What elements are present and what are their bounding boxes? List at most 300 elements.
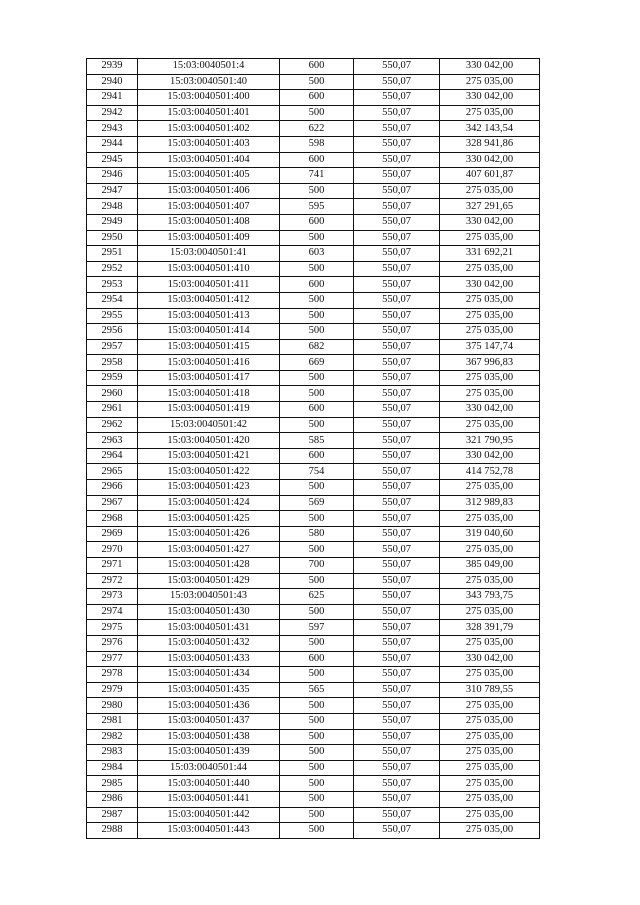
cadastral-value-cell: 275 035,00 xyxy=(440,667,540,683)
area-cell: 500 xyxy=(280,573,354,589)
area-cell: 500 xyxy=(280,324,354,340)
row-number-cell: 2942 xyxy=(87,105,138,121)
cadastral-value-cell: 275 035,00 xyxy=(440,542,540,558)
row-number-cell: 2954 xyxy=(87,292,138,308)
area-cell: 597 xyxy=(280,620,354,636)
cadastral-value-cell: 275 035,00 xyxy=(440,386,540,402)
specific-value-cell: 550,07 xyxy=(354,635,440,651)
specific-value-cell: 550,07 xyxy=(354,152,440,168)
cadastral-value-cell: 385 049,00 xyxy=(440,558,540,574)
specific-value-cell: 550,07 xyxy=(354,713,440,729)
row-number-cell: 2963 xyxy=(87,433,138,449)
cadastral-value-cell: 319 040,60 xyxy=(440,526,540,542)
specific-value-cell: 550,07 xyxy=(354,121,440,137)
specific-value-cell: 550,07 xyxy=(354,308,440,324)
cadastral-number-cell: 15:03:0040501:410 xyxy=(138,261,280,277)
cadastral-value-cell: 275 035,00 xyxy=(440,791,540,807)
cadastral-value-cell: 275 035,00 xyxy=(440,370,540,386)
area-cell: 595 xyxy=(280,199,354,215)
row-number-cell: 2986 xyxy=(87,791,138,807)
area-cell: 500 xyxy=(280,480,354,496)
specific-value-cell: 550,07 xyxy=(354,573,440,589)
table-row xyxy=(87,105,540,121)
area-cell: 500 xyxy=(280,823,354,839)
cadastral-value-cell: 275 035,00 xyxy=(440,573,540,589)
cadastral-value-table xyxy=(86,58,540,839)
table-row xyxy=(87,355,540,371)
cadastral-number-cell: 15:03:0040501:401 xyxy=(138,105,280,121)
row-number-cell: 2950 xyxy=(87,230,138,246)
cadastral-number-cell: 15:03:0040501:421 xyxy=(138,448,280,464)
table-row xyxy=(87,402,540,418)
cadastral-number-cell: 15:03:0040501:427 xyxy=(138,542,280,558)
cadastral-value-cell: 330 042,00 xyxy=(440,152,540,168)
row-number-cell: 2941 xyxy=(87,90,138,106)
table-row xyxy=(87,480,540,496)
cadastral-number-cell: 15:03:0040501:40 xyxy=(138,74,280,90)
cadastral-value-cell: 275 035,00 xyxy=(440,776,540,792)
cadastral-number-cell: 15:03:0040501:405 xyxy=(138,168,280,184)
table-row xyxy=(87,729,540,745)
cadastral-value-cell: 275 035,00 xyxy=(440,713,540,729)
area-cell: 700 xyxy=(280,558,354,574)
area-cell: 500 xyxy=(280,230,354,246)
specific-value-cell: 550,07 xyxy=(354,558,440,574)
row-number-cell: 2968 xyxy=(87,511,138,527)
cadastral-number-cell: 15:03:0040501:407 xyxy=(138,199,280,215)
cadastral-value-cell: 321 790,95 xyxy=(440,433,540,449)
area-cell: 585 xyxy=(280,433,354,449)
area-cell: 682 xyxy=(280,339,354,355)
table-row xyxy=(87,168,540,184)
cadastral-number-cell: 15:03:0040501:432 xyxy=(138,635,280,651)
cadastral-number-cell: 15:03:0040501:413 xyxy=(138,308,280,324)
cadastral-value-cell: 275 035,00 xyxy=(440,105,540,121)
specific-value-cell: 550,07 xyxy=(354,246,440,262)
specific-value-cell: 550,07 xyxy=(354,214,440,230)
area-cell: 500 xyxy=(280,604,354,620)
table-row xyxy=(87,573,540,589)
cadastral-value-cell: 275 035,00 xyxy=(440,604,540,620)
specific-value-cell: 550,07 xyxy=(354,433,440,449)
specific-value-cell: 550,07 xyxy=(354,542,440,558)
row-number-cell: 2945 xyxy=(87,152,138,168)
row-number-cell: 2964 xyxy=(87,448,138,464)
row-number-cell: 2969 xyxy=(87,526,138,542)
row-number-cell: 2977 xyxy=(87,651,138,667)
row-number-cell: 2961 xyxy=(87,402,138,418)
specific-value-cell: 550,07 xyxy=(354,776,440,792)
row-number-cell: 2956 xyxy=(87,324,138,340)
specific-value-cell: 550,07 xyxy=(354,355,440,371)
specific-value-cell: 550,07 xyxy=(354,823,440,839)
specific-value-cell: 550,07 xyxy=(354,464,440,480)
cadastral-number-cell: 15:03:0040501:439 xyxy=(138,745,280,761)
area-cell: 669 xyxy=(280,355,354,371)
cadastral-number-cell: 15:03:0040501:400 xyxy=(138,90,280,106)
specific-value-cell: 550,07 xyxy=(354,402,440,418)
area-cell: 500 xyxy=(280,729,354,745)
cadastral-value-cell: 275 035,00 xyxy=(440,74,540,90)
cadastral-number-cell: 15:03:0040501:418 xyxy=(138,386,280,402)
table-row xyxy=(87,74,540,90)
area-cell: 500 xyxy=(280,791,354,807)
row-number-cell: 2952 xyxy=(87,261,138,277)
area-cell: 500 xyxy=(280,370,354,386)
area-cell: 500 xyxy=(280,292,354,308)
table-row xyxy=(87,807,540,823)
specific-value-cell: 550,07 xyxy=(354,386,440,402)
cadastral-value-cell: 407 601,87 xyxy=(440,168,540,184)
table-row xyxy=(87,526,540,542)
cadastral-value-cell: 330 042,00 xyxy=(440,277,540,293)
area-cell: 500 xyxy=(280,308,354,324)
area-cell: 500 xyxy=(280,698,354,714)
cadastral-number-cell: 15:03:0040501:419 xyxy=(138,402,280,418)
table-row xyxy=(87,183,540,199)
table-row xyxy=(87,823,540,839)
cadastral-number-cell: 15:03:0040501:443 xyxy=(138,823,280,839)
row-number-cell: 2971 xyxy=(87,558,138,574)
row-number-cell: 2966 xyxy=(87,480,138,496)
area-cell: 500 xyxy=(280,667,354,683)
table-row xyxy=(87,308,540,324)
cadastral-value-cell: 330 042,00 xyxy=(440,402,540,418)
cadastral-number-cell: 15:03:0040501:437 xyxy=(138,713,280,729)
area-cell: 600 xyxy=(280,59,354,75)
cadastral-number-cell: 15:03:0040501:442 xyxy=(138,807,280,823)
area-cell: 600 xyxy=(280,402,354,418)
table-row xyxy=(87,59,540,75)
cadastral-number-cell: 15:03:0040501:424 xyxy=(138,495,280,511)
area-cell: 500 xyxy=(280,745,354,761)
table-row xyxy=(87,417,540,433)
specific-value-cell: 550,07 xyxy=(354,651,440,667)
cadastral-number-cell: 15:03:0040501:434 xyxy=(138,667,280,683)
specific-value-cell: 550,07 xyxy=(354,230,440,246)
area-cell: 754 xyxy=(280,464,354,480)
cadastral-value-cell: 414 752,78 xyxy=(440,464,540,480)
area-cell: 500 xyxy=(280,511,354,527)
specific-value-cell: 550,07 xyxy=(354,698,440,714)
table-row xyxy=(87,339,540,355)
table-row xyxy=(87,433,540,449)
cadastral-number-cell: 15:03:0040501:438 xyxy=(138,729,280,745)
specific-value-cell: 550,07 xyxy=(354,682,440,698)
area-cell: 565 xyxy=(280,682,354,698)
specific-value-cell: 550,07 xyxy=(354,292,440,308)
cadastral-value-cell: 342 143,54 xyxy=(440,121,540,137)
table-row xyxy=(87,152,540,168)
specific-value-cell: 550,07 xyxy=(354,620,440,636)
cadastral-number-cell: 15:03:0040501:44 xyxy=(138,760,280,776)
cadastral-number-cell: 15:03:0040501:42 xyxy=(138,417,280,433)
cadastral-number-cell: 15:03:0040501:409 xyxy=(138,230,280,246)
cadastral-value-cell: 275 035,00 xyxy=(440,417,540,433)
row-number-cell: 2973 xyxy=(87,589,138,605)
cadastral-number-cell: 15:03:0040501:433 xyxy=(138,651,280,667)
row-number-cell: 2985 xyxy=(87,776,138,792)
cadastral-value-cell: 330 042,00 xyxy=(440,214,540,230)
table-body xyxy=(87,59,540,839)
specific-value-cell: 550,07 xyxy=(354,417,440,433)
area-cell: 500 xyxy=(280,417,354,433)
area-cell: 600 xyxy=(280,90,354,106)
row-number-cell: 2982 xyxy=(87,729,138,745)
area-cell: 600 xyxy=(280,152,354,168)
table-row xyxy=(87,261,540,277)
row-number-cell: 2965 xyxy=(87,464,138,480)
area-cell: 500 xyxy=(280,261,354,277)
table-row xyxy=(87,495,540,511)
cadastral-number-cell: 15:03:0040501:404 xyxy=(138,152,280,168)
cadastral-number-cell: 15:03:0040501:436 xyxy=(138,698,280,714)
row-number-cell: 2984 xyxy=(87,760,138,776)
specific-value-cell: 550,07 xyxy=(354,760,440,776)
specific-value-cell: 550,07 xyxy=(354,526,440,542)
area-cell: 500 xyxy=(280,105,354,121)
cadastral-number-cell: 15:03:0040501:41 xyxy=(138,246,280,262)
cadastral-value-cell: 275 035,00 xyxy=(440,760,540,776)
row-number-cell: 2988 xyxy=(87,823,138,839)
table-row xyxy=(87,651,540,667)
cadastral-number-cell: 15:03:0040501:4 xyxy=(138,59,280,75)
table-row xyxy=(87,121,540,137)
specific-value-cell: 550,07 xyxy=(354,495,440,511)
cadastral-value-cell: 331 692,21 xyxy=(440,246,540,262)
row-number-cell: 2958 xyxy=(87,355,138,371)
cadastral-number-cell: 15:03:0040501:429 xyxy=(138,573,280,589)
cadastral-number-cell: 15:03:0040501:408 xyxy=(138,214,280,230)
area-cell: 500 xyxy=(280,74,354,90)
row-number-cell: 2978 xyxy=(87,667,138,683)
cadastral-value-cell: 275 035,00 xyxy=(440,635,540,651)
cadastral-value-cell: 328 391,79 xyxy=(440,620,540,636)
cadastral-value-cell: 328 941,86 xyxy=(440,136,540,152)
cadastral-number-cell: 15:03:0040501:420 xyxy=(138,433,280,449)
row-number-cell: 2949 xyxy=(87,214,138,230)
specific-value-cell: 550,07 xyxy=(354,807,440,823)
specific-value-cell: 550,07 xyxy=(354,261,440,277)
area-cell: 622 xyxy=(280,121,354,137)
table-row xyxy=(87,620,540,636)
cadastral-value-cell: 330 042,00 xyxy=(440,448,540,464)
specific-value-cell: 550,07 xyxy=(354,199,440,215)
row-number-cell: 2967 xyxy=(87,495,138,511)
row-number-cell: 2981 xyxy=(87,713,138,729)
specific-value-cell: 550,07 xyxy=(354,136,440,152)
specific-value-cell: 550,07 xyxy=(354,448,440,464)
row-number-cell: 2957 xyxy=(87,339,138,355)
row-number-cell: 2953 xyxy=(87,277,138,293)
specific-value-cell: 550,07 xyxy=(354,277,440,293)
area-cell: 500 xyxy=(280,386,354,402)
specific-value-cell: 550,07 xyxy=(354,667,440,683)
table-row xyxy=(87,698,540,714)
area-cell: 741 xyxy=(280,168,354,184)
cadastral-number-cell: 15:03:0040501:422 xyxy=(138,464,280,480)
specific-value-cell: 550,07 xyxy=(354,604,440,620)
specific-value-cell: 550,07 xyxy=(354,589,440,605)
specific-value-cell: 550,07 xyxy=(354,74,440,90)
area-cell: 500 xyxy=(280,760,354,776)
table-row xyxy=(87,90,540,106)
cadastral-number-cell: 15:03:0040501:441 xyxy=(138,791,280,807)
cadastral-value-cell: 310 789,55 xyxy=(440,682,540,698)
cadastral-number-cell: 15:03:0040501:431 xyxy=(138,620,280,636)
specific-value-cell: 550,07 xyxy=(354,168,440,184)
cadastral-value-cell: 275 035,00 xyxy=(440,480,540,496)
specific-value-cell: 550,07 xyxy=(354,791,440,807)
cadastral-number-cell: 15:03:0040501:425 xyxy=(138,511,280,527)
cadastral-value-cell: 330 042,00 xyxy=(440,651,540,667)
table-row xyxy=(87,713,540,729)
table-row xyxy=(87,230,540,246)
row-number-cell: 2976 xyxy=(87,635,138,651)
cadastral-number-cell: 15:03:0040501:417 xyxy=(138,370,280,386)
cadastral-value-cell: 275 035,00 xyxy=(440,807,540,823)
table-row xyxy=(87,292,540,308)
row-number-cell: 2960 xyxy=(87,386,138,402)
cadastral-value-cell: 275 035,00 xyxy=(440,745,540,761)
table-row xyxy=(87,791,540,807)
table-row xyxy=(87,448,540,464)
area-cell: 600 xyxy=(280,651,354,667)
cadastral-value-cell: 275 035,00 xyxy=(440,292,540,308)
cadastral-value-cell: 375 147,74 xyxy=(440,339,540,355)
table-row xyxy=(87,760,540,776)
cadastral-number-cell: 15:03:0040501:406 xyxy=(138,183,280,199)
cadastral-value-cell: 275 035,00 xyxy=(440,230,540,246)
table-row xyxy=(87,589,540,605)
row-number-cell: 2983 xyxy=(87,745,138,761)
table-row xyxy=(87,604,540,620)
cadastral-number-cell: 15:03:0040501:435 xyxy=(138,682,280,698)
specific-value-cell: 550,07 xyxy=(354,511,440,527)
cadastral-number-cell: 15:03:0040501:415 xyxy=(138,339,280,355)
table-row xyxy=(87,682,540,698)
area-cell: 500 xyxy=(280,807,354,823)
area-cell: 500 xyxy=(280,542,354,558)
table-row xyxy=(87,386,540,402)
area-cell: 500 xyxy=(280,713,354,729)
row-number-cell: 2944 xyxy=(87,136,138,152)
specific-value-cell: 550,07 xyxy=(354,90,440,106)
cadastral-number-cell: 15:03:0040501:440 xyxy=(138,776,280,792)
row-number-cell: 2947 xyxy=(87,183,138,199)
row-number-cell: 2962 xyxy=(87,417,138,433)
table-row xyxy=(87,635,540,651)
row-number-cell: 2979 xyxy=(87,682,138,698)
cadastral-value-cell: 275 035,00 xyxy=(440,183,540,199)
specific-value-cell: 550,07 xyxy=(354,339,440,355)
cadastral-value-cell: 275 035,00 xyxy=(440,261,540,277)
table-row xyxy=(87,246,540,262)
cadastral-number-cell: 15:03:0040501:402 xyxy=(138,121,280,137)
row-number-cell: 2975 xyxy=(87,620,138,636)
specific-value-cell: 550,07 xyxy=(354,324,440,340)
row-number-cell: 2948 xyxy=(87,199,138,215)
cadastral-value-cell: 327 291,65 xyxy=(440,199,540,215)
specific-value-cell: 550,07 xyxy=(354,480,440,496)
row-number-cell: 2974 xyxy=(87,604,138,620)
specific-value-cell: 550,07 xyxy=(354,183,440,199)
table-row xyxy=(87,277,540,293)
table-row xyxy=(87,214,540,230)
area-cell: 600 xyxy=(280,214,354,230)
cadastral-number-cell: 15:03:0040501:403 xyxy=(138,136,280,152)
cadastral-number-cell: 15:03:0040501:412 xyxy=(138,292,280,308)
row-number-cell: 2959 xyxy=(87,370,138,386)
cadastral-value-cell: 330 042,00 xyxy=(440,90,540,106)
specific-value-cell: 550,07 xyxy=(354,729,440,745)
cadastral-value-cell: 275 035,00 xyxy=(440,698,540,714)
cadastral-number-cell: 15:03:0040501:416 xyxy=(138,355,280,371)
table-row xyxy=(87,324,540,340)
cadastral-value-cell: 312 989,83 xyxy=(440,495,540,511)
area-cell: 500 xyxy=(280,183,354,199)
row-number-cell: 2940 xyxy=(87,74,138,90)
row-number-cell: 2972 xyxy=(87,573,138,589)
table-row xyxy=(87,667,540,683)
table-row xyxy=(87,136,540,152)
specific-value-cell: 550,07 xyxy=(354,105,440,121)
document-page xyxy=(86,58,540,839)
area-cell: 600 xyxy=(280,448,354,464)
row-number-cell: 2946 xyxy=(87,168,138,184)
cadastral-value-cell: 275 035,00 xyxy=(440,324,540,340)
row-number-cell: 2987 xyxy=(87,807,138,823)
cadastral-number-cell: 15:03:0040501:414 xyxy=(138,324,280,340)
specific-value-cell: 550,07 xyxy=(354,745,440,761)
cadastral-value-cell: 367 996,83 xyxy=(440,355,540,371)
table-row xyxy=(87,370,540,386)
specific-value-cell: 550,07 xyxy=(354,59,440,75)
row-number-cell: 2980 xyxy=(87,698,138,714)
row-number-cell: 2951 xyxy=(87,246,138,262)
cadastral-value-cell: 343 793,75 xyxy=(440,589,540,605)
row-number-cell: 2939 xyxy=(87,59,138,75)
table-row xyxy=(87,199,540,215)
row-number-cell: 2970 xyxy=(87,542,138,558)
cadastral-number-cell: 15:03:0040501:426 xyxy=(138,526,280,542)
row-number-cell: 2943 xyxy=(87,121,138,137)
cadastral-number-cell: 15:03:0040501:423 xyxy=(138,480,280,496)
table-row xyxy=(87,745,540,761)
row-number-cell: 2955 xyxy=(87,308,138,324)
table-row xyxy=(87,511,540,527)
cadastral-number-cell: 15:03:0040501:430 xyxy=(138,604,280,620)
cadastral-number-cell: 15:03:0040501:428 xyxy=(138,558,280,574)
area-cell: 500 xyxy=(280,635,354,651)
specific-value-cell: 550,07 xyxy=(354,370,440,386)
table-row xyxy=(87,542,540,558)
area-cell: 598 xyxy=(280,136,354,152)
cadastral-value-cell: 275 035,00 xyxy=(440,308,540,324)
area-cell: 603 xyxy=(280,246,354,262)
cadastral-value-cell: 330 042,00 xyxy=(440,59,540,75)
area-cell: 569 xyxy=(280,495,354,511)
cadastral-number-cell: 15:03:0040501:43 xyxy=(138,589,280,605)
cadastral-number-cell: 15:03:0040501:411 xyxy=(138,277,280,293)
table-row xyxy=(87,558,540,574)
area-cell: 580 xyxy=(280,526,354,542)
cadastral-value-cell: 275 035,00 xyxy=(440,823,540,839)
area-cell: 600 xyxy=(280,277,354,293)
cadastral-value-cell: 275 035,00 xyxy=(440,729,540,745)
area-cell: 500 xyxy=(280,776,354,792)
table-row xyxy=(87,464,540,480)
